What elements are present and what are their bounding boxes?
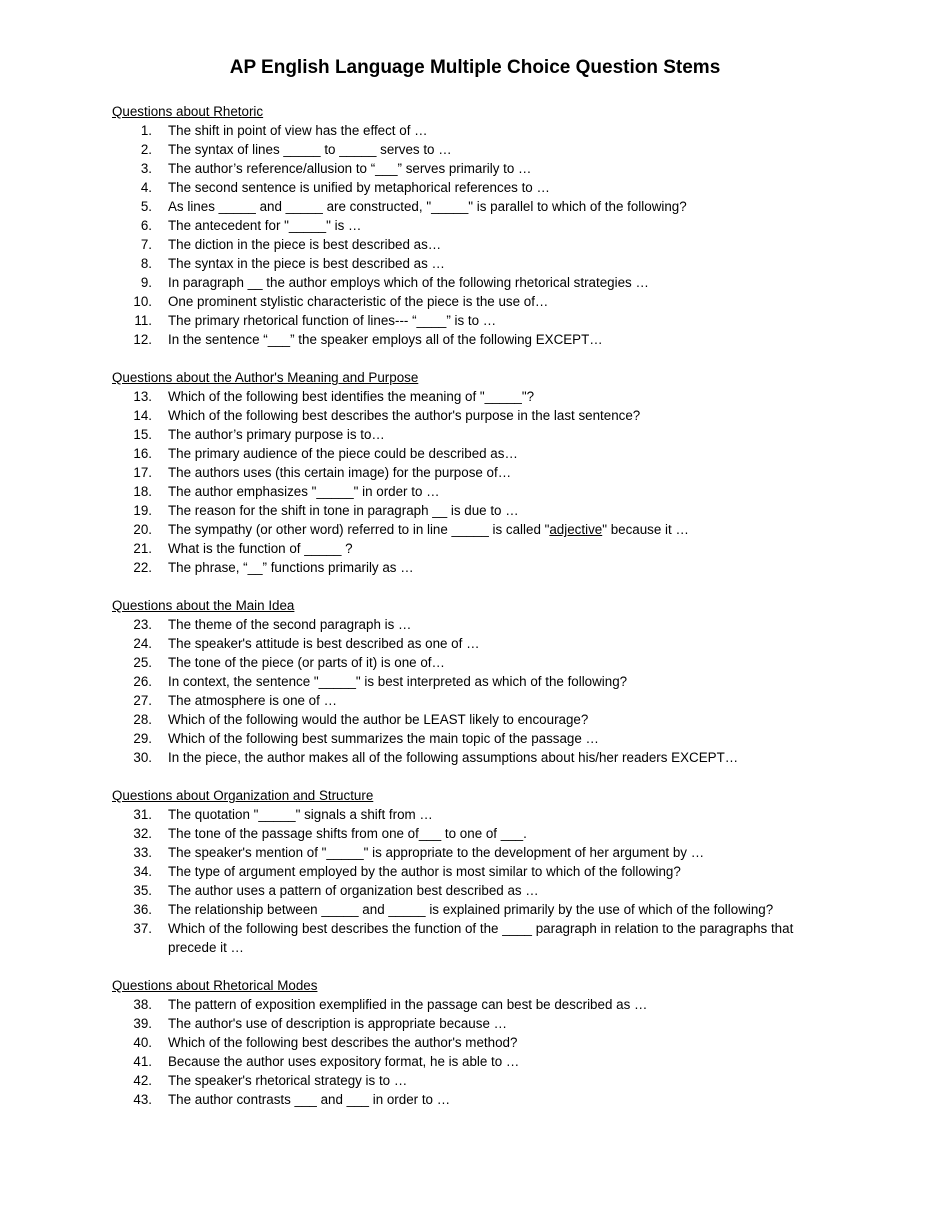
question-text: The relationship between _____ and _____ is explained primarily by the use of which of the following?	[168, 902, 774, 917]
question-text: Which of the following best summarizes the main topic of the passage …	[168, 731, 599, 746]
question-text: The antecedent for "_____" is …	[168, 218, 362, 233]
question-item	[112, 653, 832, 672]
question-text: The speaker's attitude is best described as one of …	[168, 636, 480, 651]
question-text: Because the author uses expository format, he is able to …	[168, 1054, 520, 1069]
question-text: The syntax in the piece is best described as …	[168, 256, 445, 271]
question-stem-list	[112, 102, 832, 1128]
question-item	[112, 1033, 832, 1052]
question-item	[112, 254, 832, 273]
document-title: AP English Language Multiple Choice Question Stems	[229, 57, 721, 78]
question-number: 2.	[140, 142, 152, 157]
question-number: 14.	[133, 408, 152, 423]
question-item	[112, 197, 832, 216]
question-number: 13.	[133, 389, 152, 404]
question-number: 22.	[133, 560, 152, 575]
question-number: 39.	[133, 1016, 152, 1031]
question-text: Which of the following best describes the function of the ____ paragraph in relation to the paragraphs that precede it …	[168, 921, 794, 955]
question-item	[112, 330, 832, 349]
question-item	[112, 273, 832, 292]
question-text: The pattern of exposition exemplified in the passage can best be described as …	[168, 997, 648, 1012]
question-text: Which of the following best describes the author's purpose in the last sentence?	[168, 408, 641, 423]
question-number: 28.	[133, 712, 152, 727]
question-text: In context, the sentence "_____" is best interpreted as which of the following?	[168, 674, 628, 689]
question-text: Which of the following best identifies the meaning of "_____"?	[168, 389, 535, 404]
question-item	[112, 900, 832, 919]
question-number: 40.	[133, 1035, 152, 1050]
question-text: The atmosphere is one of …	[168, 693, 337, 708]
question-number: 27.	[133, 693, 152, 708]
question-number: 38.	[133, 997, 152, 1012]
question-text: The authors uses (this certain image) for the purpose of…	[168, 465, 512, 480]
question-section	[112, 786, 832, 957]
question-item	[112, 558, 832, 577]
question-text: The syntax of lines _____ to _____ serves to …	[168, 142, 452, 157]
question-item	[112, 729, 832, 748]
question-number: 1.	[140, 123, 152, 138]
section-heading: Questions about Rhetorical Modes	[112, 978, 318, 993]
question-number: 26.	[133, 674, 152, 689]
question-item	[112, 843, 832, 862]
question-number: 15.	[133, 427, 152, 442]
question-number: 6.	[140, 218, 152, 233]
question-item	[112, 824, 832, 843]
question-text: The primary audience of the piece could be described as…	[168, 446, 518, 461]
question-item	[112, 539, 832, 558]
question-number: 29.	[133, 731, 152, 746]
question-text: The author's use of description is appropriate because …	[168, 1016, 508, 1031]
question-section	[112, 368, 832, 577]
question-item	[112, 1052, 832, 1071]
question-item	[112, 216, 832, 235]
question-number: 3.	[140, 161, 152, 176]
question-item	[112, 862, 832, 881]
question-item	[112, 691, 832, 710]
question-number: 16.	[133, 446, 152, 461]
question-item	[112, 995, 832, 1014]
question-item	[112, 463, 832, 482]
question-text: As lines _____ and _____ are constructed, "_____" is parallel to which of the following?	[168, 199, 687, 214]
question-text: In the piece, the author makes all of the following assumptions about his/her readers EXCEPT…	[168, 750, 739, 765]
question-number: 7.	[140, 237, 152, 252]
question-item	[112, 1014, 832, 1033]
question-number: 5.	[140, 199, 152, 214]
question-number: 30.	[133, 750, 152, 765]
question-text: The sympathy (or other word) referred to in line _____ is called "adjective" because it …	[168, 522, 689, 537]
section-heading: Questions about Organization and Structure	[112, 788, 374, 803]
question-text: The tone of the piece (or parts of it) is one of…	[168, 655, 445, 670]
question-item	[112, 159, 832, 178]
question-item	[112, 387, 832, 406]
question-number: 37.	[133, 921, 152, 936]
question-number: 42.	[133, 1073, 152, 1088]
question-number: 21.	[133, 541, 152, 556]
question-text: The author uses a pattern of organization best described as …	[168, 883, 539, 898]
question-text: What is the function of _____ ?	[168, 541, 353, 556]
question-item	[112, 178, 832, 197]
question-number: 20.	[133, 522, 152, 537]
question-text: The tone of the passage shifts from one of___ to one of ___.	[168, 826, 527, 841]
question-section	[112, 976, 832, 1109]
question-text: Which of the following would the author be LEAST likely to encourage?	[168, 712, 589, 727]
question-number: 12.	[133, 332, 152, 347]
question-number: 35.	[133, 883, 152, 898]
question-text: The theme of the second paragraph is …	[168, 617, 412, 632]
question-item	[112, 121, 832, 140]
question-item	[112, 748, 832, 767]
question-number: 10.	[133, 294, 152, 309]
question-text: In paragraph __ the author employs which of the following rhetorical strategies …	[168, 275, 649, 290]
question-number: 32.	[133, 826, 152, 841]
question-number: 33.	[133, 845, 152, 860]
question-item	[112, 292, 832, 311]
question-number: 31.	[133, 807, 152, 822]
question-text: The diction in the piece is best described as…	[168, 237, 442, 252]
question-item	[112, 615, 832, 634]
question-text: The author contrasts ___ and ___ in order to …	[168, 1092, 451, 1107]
question-number: 34.	[133, 864, 152, 879]
question-text: The author’s reference/allusion to “___” serves primarily to …	[168, 161, 532, 176]
question-text: The speaker's mention of "_____" is appropriate to the development of her argument by …	[168, 845, 705, 860]
question-number: 43.	[133, 1092, 152, 1107]
question-item	[112, 501, 832, 520]
question-item	[112, 1071, 832, 1090]
question-number: 4.	[140, 180, 152, 195]
question-number: 9.	[140, 275, 152, 290]
section-heading: Questions about the Author's Meaning and Purpose	[112, 370, 419, 385]
question-number: 18.	[133, 484, 152, 499]
question-item	[112, 919, 832, 957]
question-number: 19.	[133, 503, 152, 518]
question-text: The type of argument employed by the author is most similar to which of the following?	[168, 864, 681, 879]
question-number: 8.	[140, 256, 152, 271]
question-item	[112, 634, 832, 653]
question-item	[112, 710, 832, 729]
question-number: 11.	[134, 313, 152, 328]
underlined-word: adjective	[549, 522, 603, 537]
section-heading: Questions about the Main Idea	[112, 598, 295, 613]
question-text: The author emphasizes "_____" in order to …	[168, 484, 440, 499]
question-text: The shift in point of view has the effect of …	[168, 123, 428, 138]
question-item	[112, 482, 832, 501]
question-item	[112, 406, 832, 425]
question-number: 25.	[133, 655, 152, 670]
question-text: The quotation "_____" signals a shift from …	[168, 807, 433, 822]
question-item	[112, 140, 832, 159]
question-section	[112, 102, 832, 349]
question-item	[112, 520, 832, 539]
question-number: 41.	[133, 1054, 152, 1069]
question-item	[112, 235, 832, 254]
question-text: The primary rhetorical function of lines--- “____” is to …	[168, 313, 497, 328]
question-item	[112, 672, 832, 691]
question-item	[112, 1090, 832, 1109]
question-item	[112, 425, 832, 444]
question-number: 17.	[133, 465, 152, 480]
question-text: The author’s primary purpose is to…	[168, 427, 385, 442]
question-section	[112, 596, 832, 767]
question-text: In the sentence “___” the speaker employs all of the following EXCEPT…	[168, 332, 603, 347]
question-text: Which of the following best describes the author's method?	[168, 1035, 518, 1050]
question-text: The reason for the shift in tone in paragraph __ is due to …	[168, 503, 519, 518]
question-number: 24.	[133, 636, 152, 651]
question-item	[112, 444, 832, 463]
section-heading: Questions about Rhetoric	[112, 104, 264, 119]
question-text: The second sentence is unified by metaphorical references to …	[168, 180, 550, 195]
question-text: The speaker's rhetorical strategy is to …	[168, 1073, 408, 1088]
question-item	[112, 881, 832, 900]
question-number: 23.	[133, 617, 152, 632]
question-item	[112, 805, 832, 824]
question-text: One prominent stylistic characteristic of the piece is the use of…	[168, 294, 549, 309]
question-text: The phrase, “__” functions primarily as …	[168, 560, 414, 575]
question-item	[112, 311, 832, 330]
question-number: 36.	[133, 902, 152, 917]
